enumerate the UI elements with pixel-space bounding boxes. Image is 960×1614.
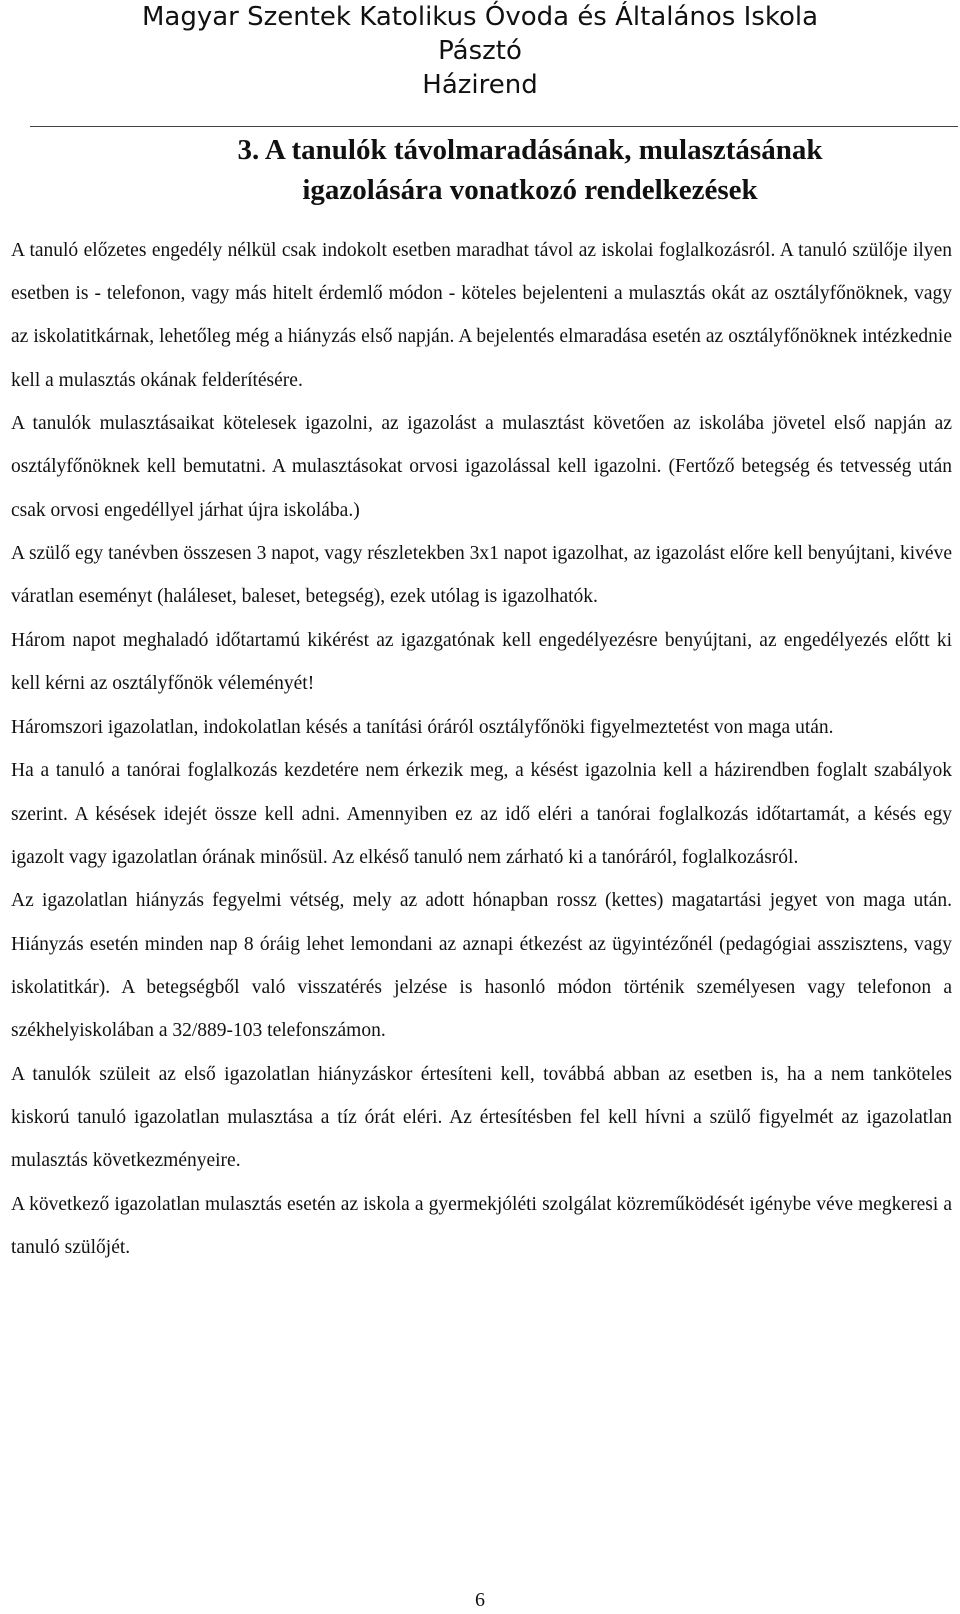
paragraph-4: Három napot meghaladó időtartamú kikérést az igazgatónak kell engedélyezésre benyújtani, az engedélyezés előtt ki kell kérni az osztályfőnök véleményét! — [11, 630, 952, 695]
section-heading — [160, 130, 900, 210]
section-body — [11, 229, 952, 1269]
paragraph-5: Háromszori igazolatlan, indokolatlan késés a tanítási óráról osztályfőnöki figyelmeztetést von maga után. — [11, 716, 834, 738]
paragraph-3: A szülő egy tanévben összesen 3 napot, vagy részletekben 3x1 napot igazolhat, az igazolást előre kell benyújtani, kivéve váratlan eseményt (haláleset, baleset, betegség), ezek utólag is igazolhatók. — [11, 543, 952, 608]
paragraph-2: A tanulók mulasztásaikat kötelesek igazolni, az igazolást a mulasztást követően az iskolába jövetel első napján az osztályfőnöknek kell bemutatni. A mulasztásokat orvosi igazolással kell igazolni. (Fertőző betegség és tetvesség után csak orvosi engedéllyel járhat újra iskolába.) — [11, 413, 952, 521]
school-name: Magyar Szentek Katolikus Óvoda és Általános Iskola — [141, 2, 819, 32]
paragraph-1: A tanuló előzetes engedély nélkül csak indokolt esetben maradhat távol az iskolai foglalkozásról. A tanuló szülője ilyen esetben is - telefonon, vagy más hitelt érdemlő módon - köteles bejelenteni a mulasztás okát az osztályfőnöknek, vagy az iskolatitkárnak, lehetőleg még a hiányzás első napján. A bejelentés elmaradása esetén az osztályfőnöknek intézkednie kell a mulasztás okának felderítésére. — [11, 240, 952, 391]
page-number: 6 — [475, 1589, 485, 1611]
paragraph-6: Ha a tanuló a tanórai foglalkozás kezdetére nem érkezik meg, a késést igazolnia kell a házirendben foglalt szabályok szerint. A késések idejét össze kell adni. Amennyiben ez az idő eléri a tanórai foglalkozás időtartamát, a késés egy igazolt vagy igazolatlan órának minősül. Az elkéső tanuló nem zárható ki a tanóráról, foglalkozásról. — [11, 760, 952, 868]
section-heading-line-2: igazolására vonatkozó rendelkezések — [302, 174, 758, 206]
school-town: Pásztó — [438, 36, 522, 66]
paragraph-9: A következő igazolatlan mulasztás esetén az iskola a gyermekjóléti szolgálat közreműködését igénybe véve megkeresi a tanuló szülőjét. — [11, 1193, 952, 1258]
page-header — [0, 0, 960, 102]
paragraph-7: Az igazolatlan hiányzás fegyelmi vétség, mely az adott hónapban rossz (kettes) magatartási jegyet von maga után. Hiányzás esetén minden nap 8 óráig lehet lemondani az aznapi étkezést az ügyintézőnél (pedagógiai asszisztens, vagy iskolatitkár). A betegségből való visszatérés jelzése is hasonló módon történik személyesen vagy telefonon a székhelyiskolában a 32/889-103 telefonszámon. — [11, 890, 952, 1041]
document-title: Házirend — [422, 70, 538, 100]
paragraph-8: A tanulók szüleit az első igazolatlan hiányzáskor értesíteni kell, továbbá abban az esetben is, ha a nem tanköteles kiskorú tanuló igazolatlan mulasztása a tíz órát eléri. Az értesítésben fel kell hívni a szülő figyelmét az igazolatlan mulasztás következményeire. — [11, 1063, 952, 1171]
section-heading-line-1: 3. A tanulók távolmaradásának, mulasztásának — [237, 134, 823, 166]
header-divider — [30, 126, 958, 127]
